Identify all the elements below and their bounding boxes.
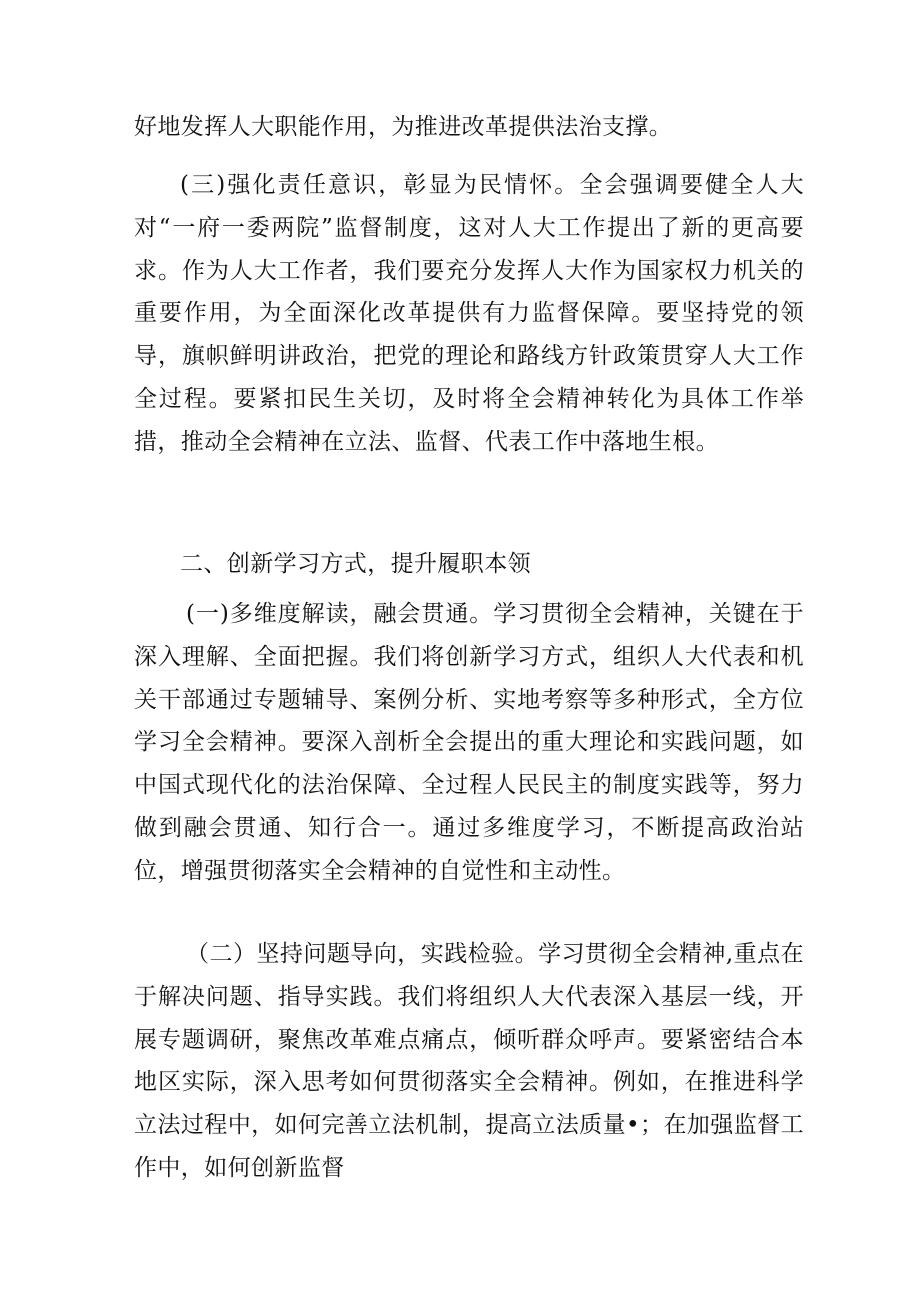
- section-heading-2: 二、创新学习方式，提升履职本领: [180, 551, 531, 577]
- paragraph-responsibility: (三)强化责任意识，彰显为民情怀。全会强调要健全人大对“一府一委两院”监督制度，这对人大工作提出了新的更高要求。作为人大工作者，我们要充分发挥人大作为国家权力机关的重要作用，为全面深化改革提供有力监督保障。要坚持党的领导，旗帜鲜明讲政治，把党的理论和路线方针政策贯穿人大工作全过程。要紧扣民生关切，及时将全会精神转化为具体工作举措，推动全会精神在立法、监督、代表工作中落地生根。: [134, 172, 804, 455]
- paragraph-problem-oriented: （二）坚持问题导向，实践检验。学习贯彻全会精神,重点在于解决问题、指导实践。我们将组织人大代表深入基层一线，开展专题调研，聚焦改革难点痛点，倾听群众呼声。要紧密结合本地区实际，深入思考如何贯彻落实全会精神。例如，在推进科学立法过程中，如何完善立法机制，提高立法质量•；在加强监督工作中，如何创新监督: [134, 941, 804, 1181]
- paragraph-continuation: 好地发挥人大职能作用，为推进改革提供法治支撑。: [134, 114, 673, 140]
- paragraph-multidimensional-reading: (一)多维度解读，融会贯通。学习贯彻全会精神，关键在于深入理解、全面把握。我们将创新学习方式，组织人大代表和机关干部通过专题辅导、案例分析、实地考察等多种形式，全方位学习全会精神。要深入剖析全会提出的重大理论和实践问题，如中国式现代化的法治保障、全过程人民民主的制度实践等，努力做到融会贯通、知行合一。通过多维度学习，不断提高政治站位，增强贯彻落实全会精神的自觉性和主动性。: [134, 601, 804, 884]
